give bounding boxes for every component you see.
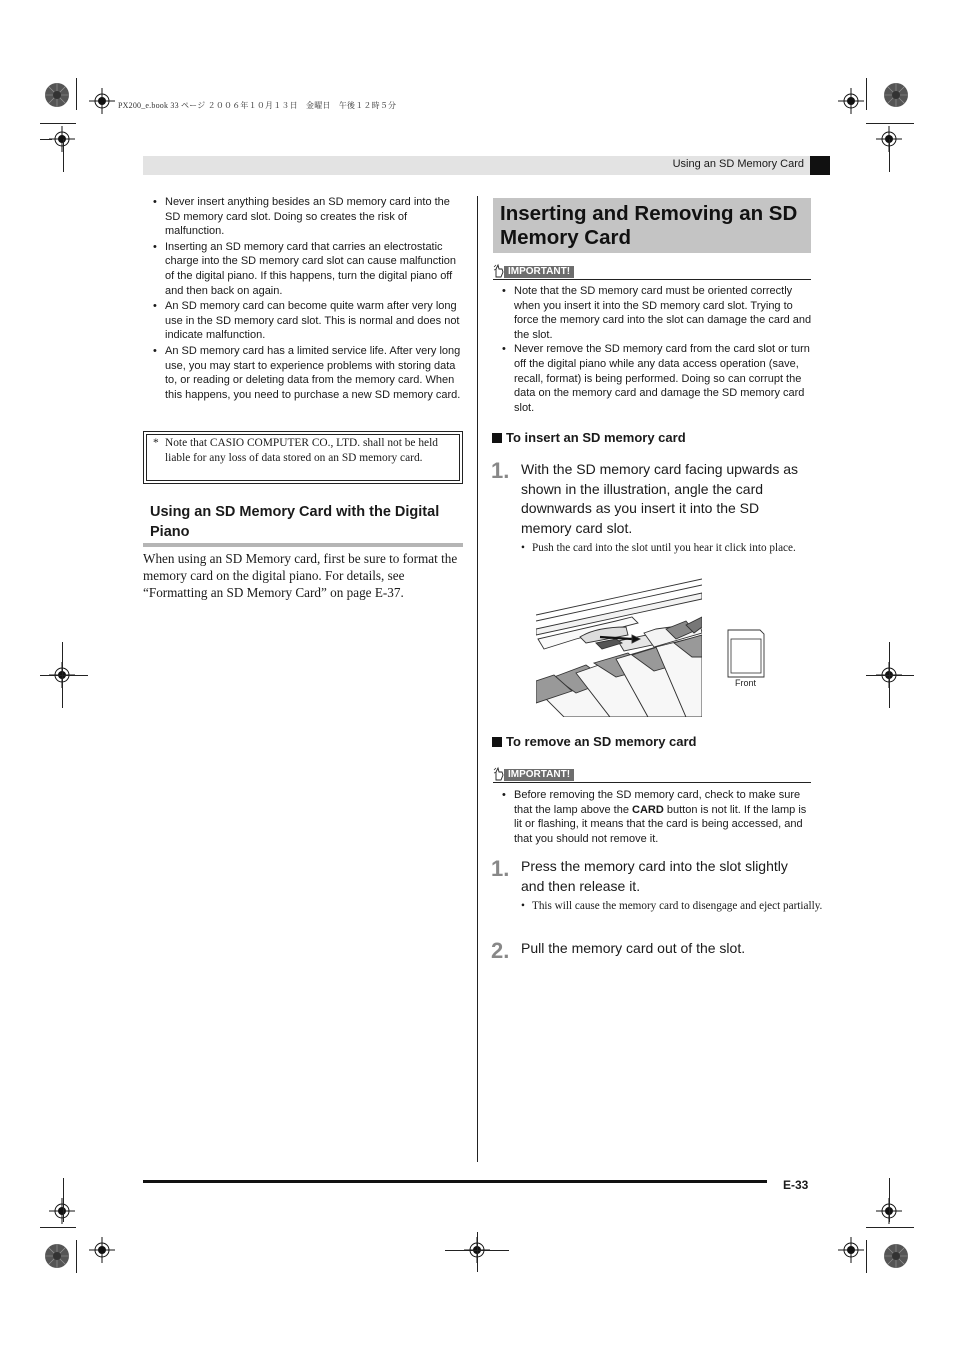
disclaimer-inner xyxy=(146,434,460,481)
procedure-heading-text: To remove an SD memory card xyxy=(506,734,697,749)
crop-mark xyxy=(63,139,64,172)
crop-mark xyxy=(866,1240,867,1273)
subheading-rule xyxy=(143,543,463,547)
list-item xyxy=(500,788,812,846)
crop-mark xyxy=(889,1178,890,1222)
color-rosette-icon xyxy=(44,82,70,108)
important-label: IMPORTANT! xyxy=(504,769,574,781)
important-banner xyxy=(493,265,811,281)
list-item: • Inserting an SD memory card that carries an electrostatic charge into the SD memory card slot can cause malfunction of the digital piano. If this happens, turn the digital piano off and then back on again. xyxy=(151,240,463,298)
header-tab-marker xyxy=(810,156,830,175)
important-rule xyxy=(493,782,811,783)
crop-mark xyxy=(866,78,867,110)
caution-list xyxy=(151,195,463,403)
crop-mark xyxy=(40,1227,76,1228)
procedure-heading-text: To insert an SD memory card xyxy=(506,430,686,445)
list-item: • Never insert anything besides an SD memory card into the SD memory card slot. Doing so creates the risk of malfunction. xyxy=(151,195,463,239)
crop-mark xyxy=(40,123,76,124)
step-note-text: Push the card into the slot until you hear it click into place. xyxy=(532,542,796,554)
crop-mark xyxy=(866,123,914,124)
step-note-text: This will cause the memory card to disengage and eject partially. xyxy=(532,900,823,912)
step-number: 1. xyxy=(491,458,510,483)
color-rosette-icon xyxy=(883,82,909,108)
registration-mark-icon xyxy=(49,1198,75,1224)
card-button-name: CARD xyxy=(632,803,664,816)
list-item: • An SD memory card can become quite warm after very long use in the SD memory card slot. This is normal and does not indicate malfunction. xyxy=(151,299,463,343)
registration-mark-icon xyxy=(838,1237,864,1263)
crop-mark xyxy=(40,139,52,140)
color-rosette-icon xyxy=(44,1243,70,1269)
step-note xyxy=(521,899,824,913)
important-rule xyxy=(493,279,811,280)
registration-mark-icon xyxy=(838,88,864,114)
column-divider xyxy=(477,196,478,1162)
registration-mark-icon xyxy=(89,1237,115,1263)
insert-card-illustration xyxy=(536,577,768,717)
crop-mark xyxy=(40,675,88,676)
crop-mark xyxy=(889,139,890,172)
registration-mark-icon xyxy=(89,88,115,114)
disclaimer-text: Note that CASIO COMPUTER CO., LTD. shall not be held liable for any loss of data stored on an SD memory card. xyxy=(165,437,438,464)
print-slug: PX200_e.book 33 ページ ２００６年１０月１３日 金曜日 午後１２時５分 xyxy=(118,101,397,110)
body-paragraph: When using an SD Memory card, first be sure to format the memory card on the digital piano. For details, see “Formatting an SD Memory Card” on page E-37. xyxy=(143,551,458,600)
procedure-heading-remove xyxy=(492,734,697,750)
step-number: 2. xyxy=(491,938,510,963)
registration-mark-icon xyxy=(49,126,75,152)
list-item: • An SD memory card has a limited service life. After very long use, you may start to experience problems with storing data to, or reading or deleting data from the memory card. When this happens, you need to purchase a new SD memory card. xyxy=(151,344,463,402)
crop-mark xyxy=(63,1178,64,1222)
important-list xyxy=(500,284,812,415)
step-text: Pull the memory card out of the slot. xyxy=(521,940,746,956)
step-number: 1. xyxy=(491,856,510,881)
important-text: Before removing the SD memory card, check to make sure that the lamp above the xyxy=(514,789,801,816)
list-item: • Note that the SD memory card must be oriented correctly when you insert it into the SD memory card slot. Trying to force the memory card into the slot can damage the card and the slot. xyxy=(500,284,812,342)
footer-rule xyxy=(143,1180,767,1183)
note-marker: * xyxy=(153,437,159,449)
square-bullet-icon xyxy=(492,737,502,747)
important-text: button is not lit. If the lamp is lit or flashing, it means that the card is being accessed, and that you should not remove it. xyxy=(514,803,807,845)
crop-mark xyxy=(866,1227,914,1228)
crop-mark xyxy=(866,675,914,676)
important-banner xyxy=(493,768,811,784)
running-header xyxy=(143,156,810,175)
bullet-dot: • xyxy=(521,542,525,554)
page-number: E-33 xyxy=(783,1178,809,1192)
color-rosette-icon xyxy=(883,1243,909,1269)
crop-mark xyxy=(76,78,77,110)
step-text: Press the memory card into the slot slightly and then release it. xyxy=(521,858,788,894)
step-text: With the SD memory card facing upwards as shown in the illustration, angle the card downwards as you insert it into the SD memory card slot. xyxy=(521,461,798,536)
important-label: IMPORTANT! xyxy=(504,266,574,278)
square-bullet-icon xyxy=(492,433,502,443)
list-item: • Never remove the SD memory card from the card slot or turn off the digital piano while any data access operation (save, recall, format) is being performed. Doing so can corrupt the data on the memory card and damage the SD memory card slot. xyxy=(500,342,812,415)
crop-mark xyxy=(477,1232,478,1272)
running-header-title: Using an SD Memory Card xyxy=(672,158,804,170)
important-list xyxy=(500,788,812,846)
procedure-heading-insert xyxy=(492,430,686,446)
bullet-dot: • xyxy=(521,900,525,912)
front-label: Front xyxy=(735,678,757,688)
crop-mark xyxy=(76,1240,77,1273)
disclaimer-box xyxy=(143,431,463,484)
step-note xyxy=(521,541,824,555)
section-title: Inserting and Removing an SD Memory Card xyxy=(493,198,811,253)
section-subheading: Using an SD Memory Card with the Digital Piano xyxy=(150,504,440,540)
